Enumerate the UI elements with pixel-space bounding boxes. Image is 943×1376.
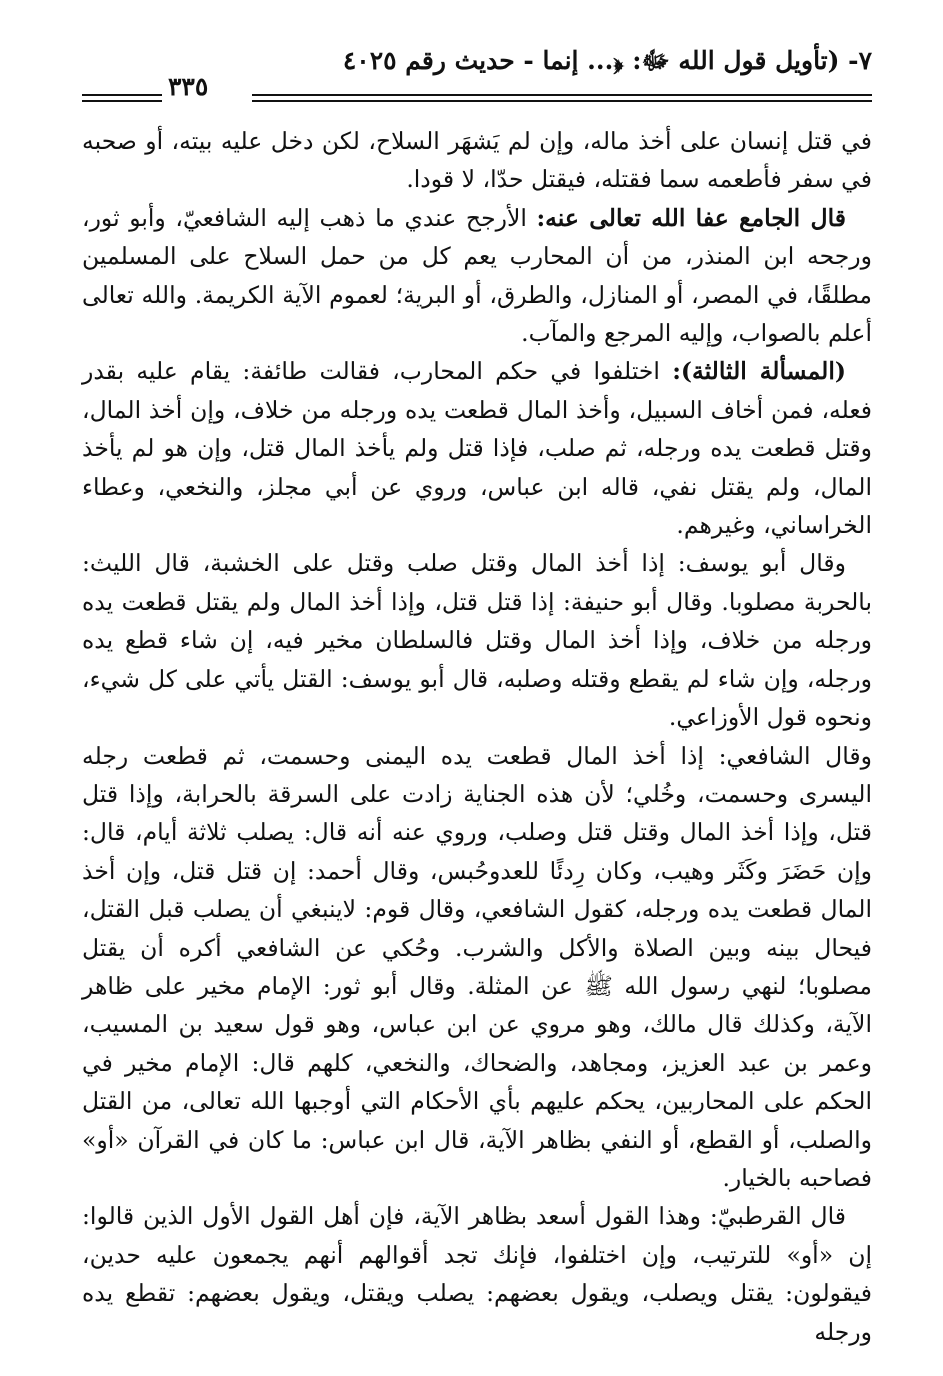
paragraph-4	[82, 544, 872, 736]
paragraph-3	[82, 352, 872, 544]
paragraph-2	[82, 199, 872, 353]
paragraph-lead: (المسألة الثالثة):	[672, 357, 846, 386]
book-page	[82, 44, 872, 1346]
paragraph-5	[82, 737, 872, 1198]
header-rule-left	[82, 94, 162, 106]
page-body	[82, 122, 872, 1351]
header-rule-right	[252, 94, 872, 106]
paragraph-1	[82, 122, 872, 199]
paragraph-text: قال القرطبيّ: وهذا القول أسعد بظاهر الآية، فإن أهل القول الأول الذين قالوا: إن «أو» للترتيب، وإن اختلفوا، فإنك تجد أقوالهم أنهم يجمعون عليه حدين، فيقولون: يقتل ويصلب، ويقول بعضهم: يصلب ويقتل، ويقول بعضهم: تقطع يده ورجله	[82, 1202, 872, 1346]
paragraph-text: الأرجح عندي ما ذهب إليه الشافعيّ، وأبو ثور، ورجحه ابن المنذر، من أن المحارب يعم كل من حمل السلاح على المسلمين مطلقًا، في المصر، أو المنازل، والطرق، أو البرية؛ لعموم الآية الكريمة. والله تعالى أعلم بالصواب، وإليه المرجع والمآب.	[82, 203, 872, 348]
paragraph-text: اختلفوا في حكم المحارب، فقالت طائفة: يقام عليه بقدر فعله، فمن أخاف السبيل، وأخذ المال قطعت يده ورجله من خلاف، وإن أخذ المال، وقتل قطعت يده ورجله، ثم صلب، فإذا قتل ولم يأخذ المال قتل، وإن هو لم يأخذ المال، ولم يقتل نفي، قاله ابن عباس، وروي عن أبي مجلز، والنخعي، وعطاء الخراساني، وغيرهم.	[82, 357, 872, 540]
paragraph-lead: قال الجامع عفا الله تعالى عنه:	[536, 203, 846, 232]
page-number: ٣٣٥	[168, 72, 209, 101]
paragraph-6	[82, 1197, 872, 1351]
paragraph-text: وقال الشافعي: إذا أخذ المال قطعت يده اليمنى وحسمت، ثم قطعت رجله اليسرى وحسمت، وخُلي؛ لأن هذه الجناية زادت على السرقة بالحرابة، وإذا قتل قتل، وإذا أخذ المال وقتل قتل وصلب، وروي عنه أنه قال: يصلب ثلاثة أيام، قال: وإن حَضَرَ وكَثَر وهيب، وكان رِدئًا للعدوحُبس، وقال أحمد: إن قتل قتل، وإن أخذ المال قطعت يده ورجله، كقول الشافعي، وقال قوم: لاينبغي أن يصلب قبل القتل، فيحال بينه وبين الصلاة والأكل والشرب. وحُكي عن الشافعي أكره أن يقتل مصلوبا؛ لنهي رسول الله ﷺ عن المثلة. وقال أبو ثور: الإمام مخير على ظاهر الآية، وكذلك قال مالك، وهو مروي عن ابن عباس، وهو قول سعيد بن المسيب، وعمر بن عبد العزيز، ومجاهد، والضحاك، والنخعي، كلهم قال: الإمام مخير في الحكم على المحاربين، يحكم عليهم بأي الأحكام التي أوجبها الله تعالى، من القتل والصلب، أو القطع، أو النفي بظاهر الآية، قال ابن عباس: ما كان في القرآن «أو» فصاحبه بالخيار.	[82, 741, 872, 1192]
paragraph-text: وقال أبو يوسف: إذا أخذ المال وقتل صلب وقتل على الخشبة، قال الليث: بالحربة مصلوبا. وقال أبو حنيفة: إذا قتل قتل، وإذا أخذ المال ولم يقتل قطعت يده ورجله من خلاف، وإذا أخذ المال وقتل فالسلطان مخير فيه، إن شاء قطع يده ورجله، وإن شاء لم يقطع وقتله وصلبه، قال أبو يوسف: القتل يأتي على كل شيء، ونحوه قول الأوزاعي.	[82, 549, 872, 732]
chapter-heading: ٧- (تأويل قول الله ﷻ: ﴿... إنما - حديث رقم ٤٠٢٥	[342, 46, 872, 75]
paragraph-text: في قتل إنسان على أخذ ماله، وإن لم يَشهَر السلاح، لكن دخل عليه بيته، أو صحبه في سفر فأطعمه سما فقتله، فيقتل حدّا، لا قودا.	[82, 127, 872, 194]
